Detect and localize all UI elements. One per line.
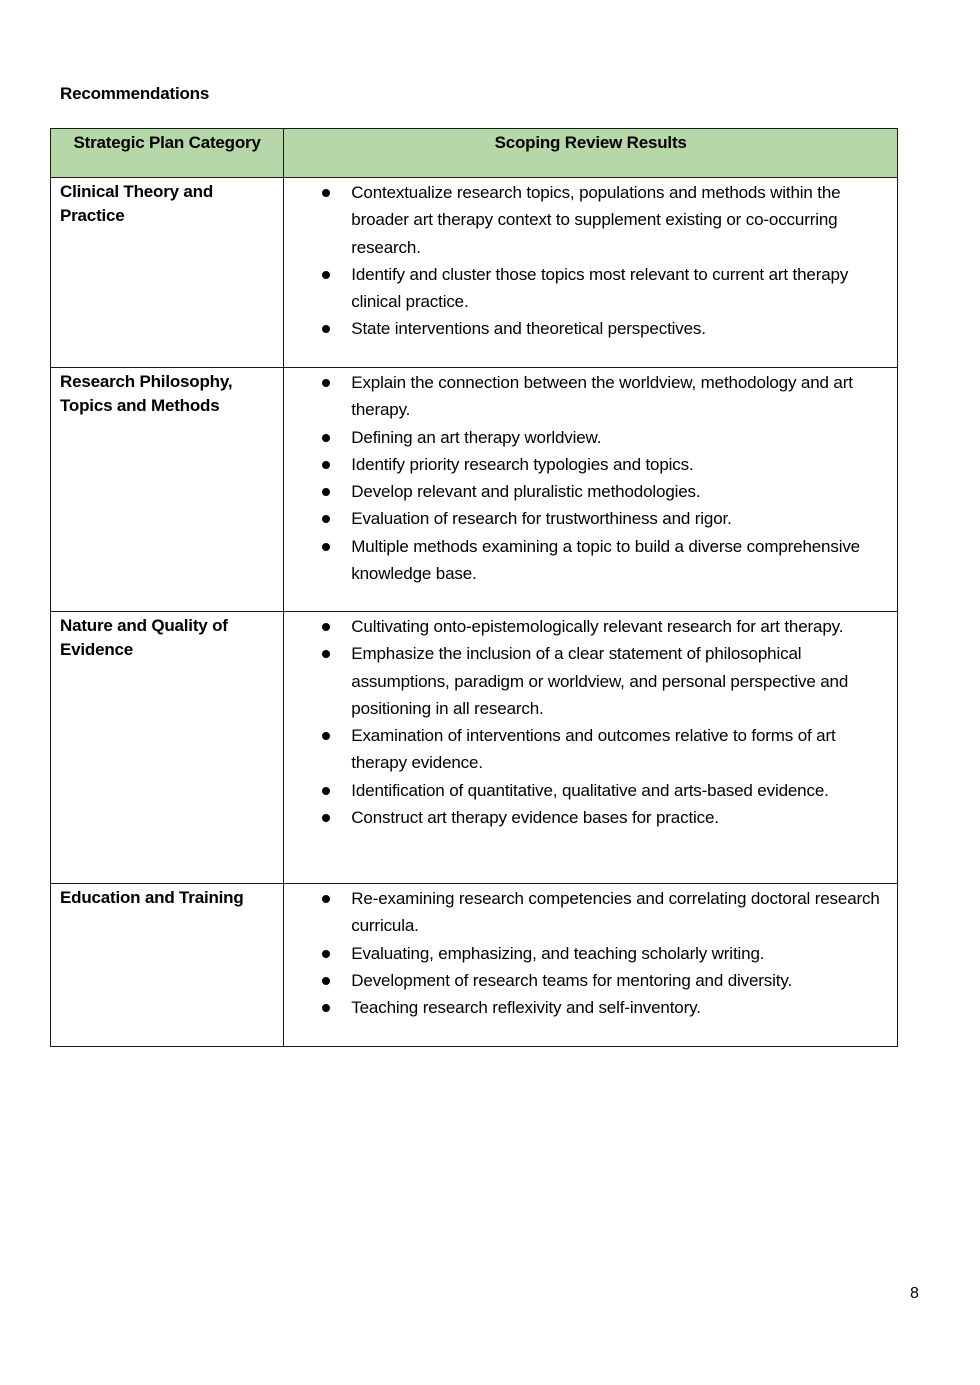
list-item: Identify and cluster those topics most relevant to current art therapy clinical practice.	[284, 261, 889, 316]
results-list	[284, 612, 889, 831]
list-item: Development of research teams for mentoring and diversity.	[284, 967, 889, 994]
list-item: Construct art therapy evidence bases for practice.	[284, 804, 889, 831]
bullet-icon	[322, 814, 330, 822]
bullet-icon	[322, 271, 330, 279]
bullet-icon	[322, 1004, 330, 1012]
bullet-icon	[322, 977, 330, 985]
list-item: Cultivating onto-epistemologically relevant research for art therapy.	[284, 613, 889, 640]
list-item: State interventions and theoretical perspectives.	[284, 315, 889, 342]
category-cell: Clinical Theory and Practice	[51, 178, 284, 368]
bullet-icon	[322, 623, 330, 631]
table-row	[51, 178, 898, 368]
page-number: 8	[910, 1285, 919, 1302]
table-row	[51, 612, 898, 884]
results-cell	[284, 884, 898, 1047]
section-heading: Recommendations	[60, 84, 210, 103]
table-row	[51, 884, 898, 1047]
bullet-icon	[322, 950, 330, 958]
results-cell	[284, 368, 898, 612]
bullet-icon	[322, 543, 330, 551]
results-list	[284, 884, 889, 1021]
table-row	[51, 368, 898, 612]
recommendations-table	[50, 128, 898, 1047]
category-cell: Education and Training	[51, 884, 284, 1047]
bullet-icon	[322, 895, 330, 903]
category-cell: Nature and Quality of Evidence	[51, 612, 284, 884]
list-item: Emphasize the inclusion of a clear statement of philosophical assumptions, paradigm or worldview, and personal perspective and positioning in all research.	[284, 640, 889, 722]
bullet-icon	[322, 434, 330, 442]
list-item: Contextualize research topics, populations and methods within the broader art therapy context to supplement existing or co-occurring research.	[284, 179, 889, 261]
table-header-row	[51, 129, 898, 178]
header-strategic-plan-category: Strategic Plan Category	[51, 129, 284, 178]
bullet-icon	[322, 732, 330, 740]
header-scoping-review-results: Scoping Review Results	[284, 129, 898, 178]
list-item: Develop relevant and pluralistic methodologies.	[284, 478, 889, 505]
list-item: Defining an art therapy worldview.	[284, 424, 889, 451]
bullet-icon	[322, 787, 330, 795]
list-item: Teaching research reflexivity and self-inventory.	[284, 994, 889, 1021]
results-list	[284, 368, 889, 587]
list-item: Evaluating, emphasizing, and teaching scholarly writing.	[284, 940, 889, 967]
list-item: Explain the connection between the worldview, methodology and art therapy.	[284, 369, 889, 424]
category-cell: Research Philosophy, Topics and Methods	[51, 368, 284, 612]
bullet-icon	[322, 379, 330, 387]
list-item: Identification of quantitative, qualitative and arts-based evidence.	[284, 777, 889, 804]
list-item: Examination of interventions and outcomes relative to forms of art therapy evidence.	[284, 722, 889, 777]
bullet-icon	[322, 515, 330, 523]
results-cell	[284, 612, 898, 884]
list-item: Re-examining research competencies and correlating doctoral research curricula.	[284, 885, 889, 940]
list-item: Evaluation of research for trustworthiness and rigor.	[284, 505, 889, 532]
results-list	[284, 178, 889, 343]
list-item: Multiple methods examining a topic to build a diverse comprehensive knowledge base.	[284, 533, 889, 588]
bullet-icon	[322, 488, 330, 496]
bullet-icon	[322, 650, 330, 658]
bullet-icon	[322, 461, 330, 469]
list-item: Identify priority research typologies and topics.	[284, 451, 889, 478]
bullet-icon	[322, 325, 330, 333]
bullet-icon	[322, 189, 330, 197]
results-cell	[284, 178, 898, 368]
